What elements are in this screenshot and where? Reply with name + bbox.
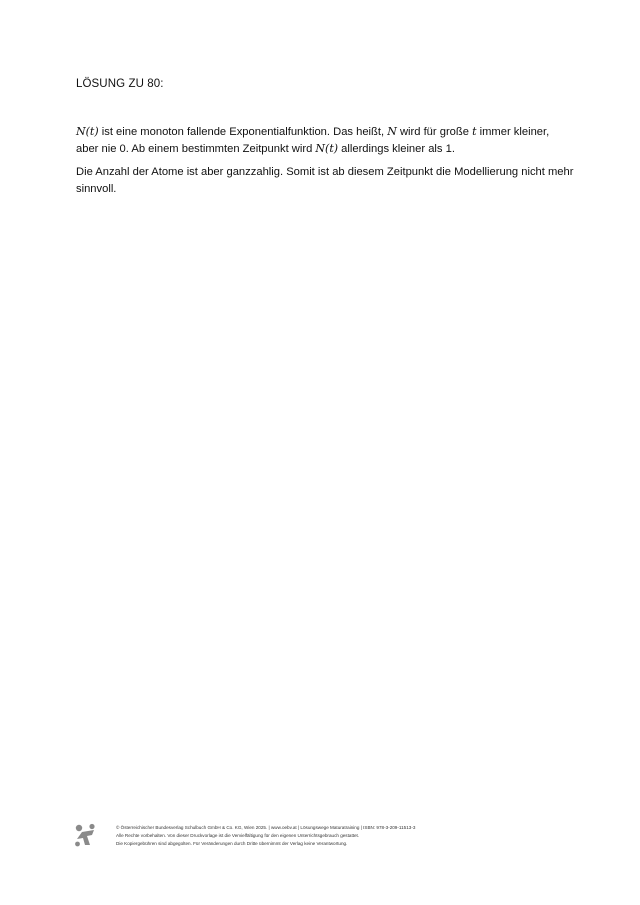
footer-line-rights: Alle Rechte vorbehalten. Von dieser Druckvorlage ist die Vervielfältigung für den eigenen Unterrichtsgebrauch gestattet.: [116, 833, 360, 838]
footer-line-copyright: © Österreichischer Bundesverlag Schulbuch GmbH & Co. KG, Wien 2025. | www.oebv.at | Lösungswege Maturatraining | ISBN: 978-3-209-11513-3: [116, 825, 416, 830]
paragraph-atoms-integer: Die Anzahl der Atome ist aber ganzzahlig. Somit ist ab diesem Zeitpunkt die Modellierung nicht mehr sinnvoll.: [76, 166, 574, 195]
publisher-logo-icon: [74, 823, 98, 847]
math-n-of-t-2: N(t): [315, 141, 339, 155]
paragraph1-text-c: immer kleiner,: [476, 126, 550, 138]
paragraph1-text-b: wird für große: [396, 126, 473, 138]
math-n: N: [387, 125, 397, 138]
paragraph1-line2-text-a: aber nie 0. Ab einem bestimmten Zeitpunkt wird: [76, 142, 316, 155]
solution-heading: LÖSUNG ZU 80:: [76, 78, 164, 90]
math-t: t: [472, 125, 477, 138]
math-n-of-t: N(t): [76, 125, 99, 138]
footer-text: [116, 824, 415, 848]
paragraph-exponential-function: [76, 124, 576, 157]
footer-line-disclaimer: Die Kopiergebühren sind abgegolten. Für Veränderungen durch Dritte übernimmt der Verlag keine Verantwortung.: [116, 841, 348, 846]
footer: [74, 820, 574, 850]
paragraph1-text-a: ist eine monoton fallende Exponentialfunktion. Das heißt,: [98, 126, 388, 138]
paragraph1-line2-text-b: allerdings kleiner als 1.: [338, 142, 455, 155]
